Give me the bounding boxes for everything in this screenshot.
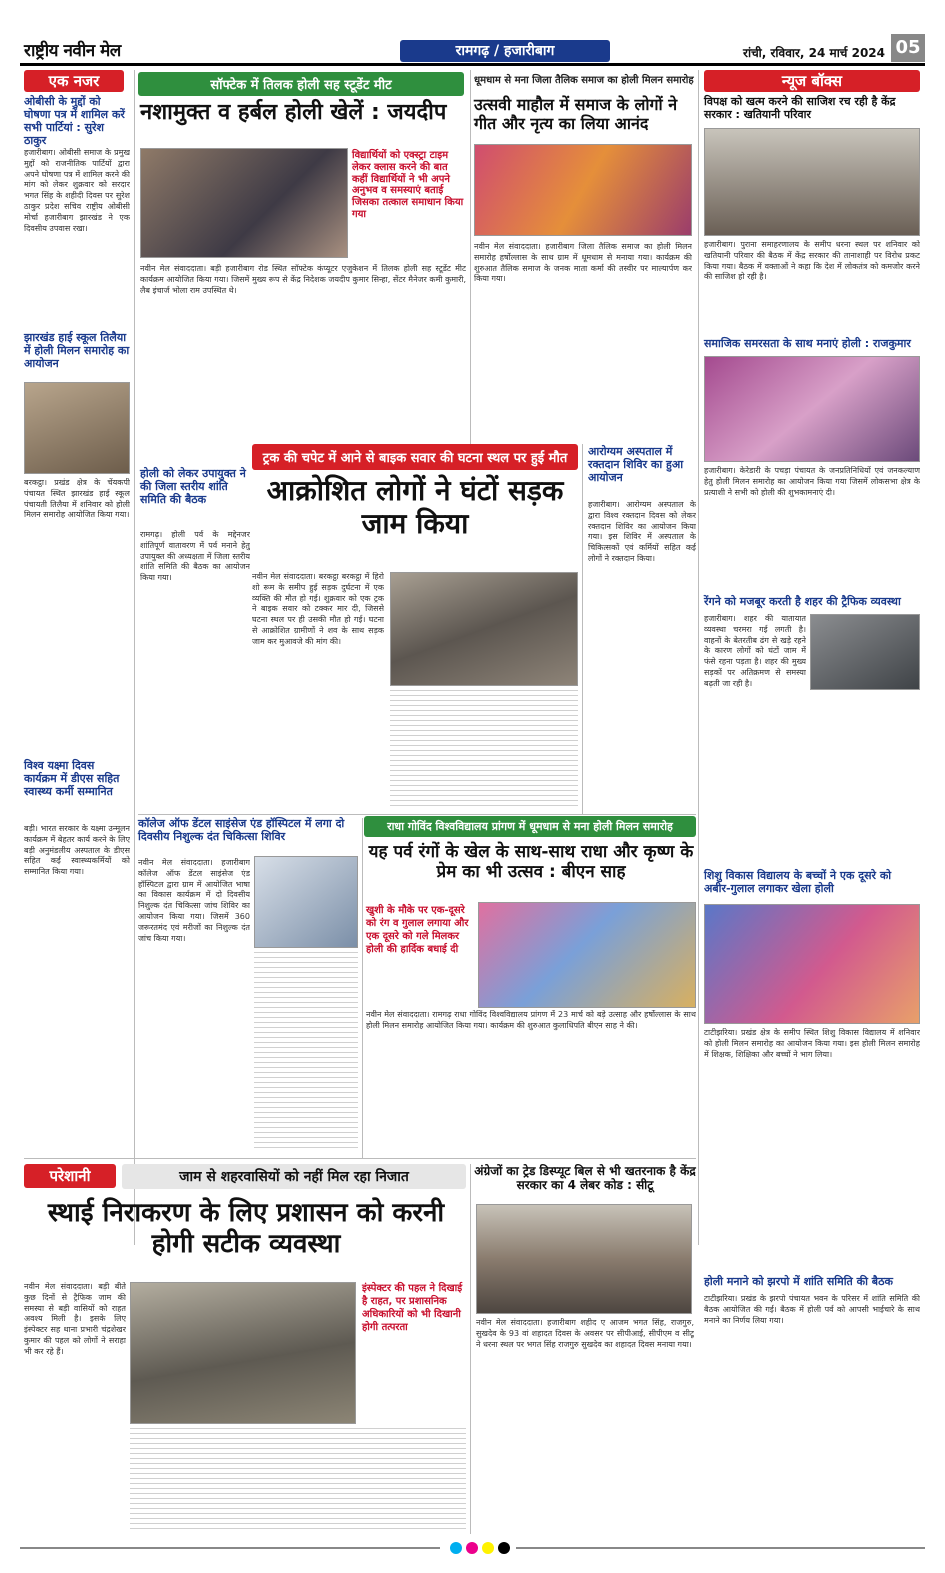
page-number: 05 bbox=[891, 34, 925, 62]
citu-protest-photo bbox=[476, 1204, 692, 1314]
softech-headline: नशामुक्त व हर्बल होली खेलें : जयदीप bbox=[140, 100, 447, 125]
road-block-headline: आक्रोशित लोगों ने घंटों सड़क जाम किया bbox=[266, 474, 564, 541]
radha-celebration-photo bbox=[478, 902, 696, 1008]
registration-mark bbox=[498, 1542, 510, 1554]
road-block-body-cont bbox=[390, 690, 578, 810]
ek-nazar-label: एक नजर bbox=[24, 70, 124, 92]
section-name: रामगढ़ / हजारीबाग bbox=[400, 40, 610, 62]
road-block-photo bbox=[390, 572, 578, 686]
radha-kicker: राधा गोविंद विश्वविद्यालय प्रांगण में धूमधाम से मना होली मिलन समारोह bbox=[364, 816, 696, 837]
pareshani-label: परेशानी bbox=[24, 1164, 116, 1188]
column-rule bbox=[470, 1164, 471, 1534]
softech-body: नवीन मेल संवाददाता। बड़ी हजारीबाग रोड स्थित सॉफ्टेक कंप्यूटर एजुकेशन में तिलक होली सह स्टूडेंट मीट कार्यक्रम आयोजित किया गया। जिसमें मुख्य रूप से केंद्र निदेशक जयदीप कुमार सिन्हा, सेंटर मैनेजर कमी कुमारी, लैब इंचार्ज भोला राम उपस्थित थे। bbox=[140, 264, 466, 295]
dental-headline: कॉलेज ऑफ डेंटल साइंसेज एंड हॉस्पिटल में लगा दो दिवसीय निशुल्क दंत चिकित्सा शिविर bbox=[138, 817, 345, 843]
newsbox-headline-jharpo: होली मनाने को झरपो में शांति समिति की बैठक bbox=[704, 1275, 893, 1288]
radha-body: नवीन मेल संवाददाता। रामगढ़ राधा गोविंद विश्वविद्यालय प्रांगण में 23 मार्च को बड़े उत्साह और हर्षोल्लास के साथ होली मिलन समारोह आयोजित किया गया। कार्यक्रम की शुरुआत कुलाधिपति बीएन साह ने की। bbox=[366, 1010, 696, 1030]
brief-body-jharkhand-school: बरकट्ठा। प्रखंड क्षेत्र के चेंयकपी पंचायत स्थित झारखंड हाई स्कूल पंचायती तिलैया में शनिवार को होली मिलन समारोह आयोजित किया गया। bbox=[24, 478, 130, 520]
column-rule bbox=[134, 70, 135, 1245]
road-block-body: नवीन मेल संवाददाता। बरकट्ठा बरकट्ठा में हिरो शो रूम के समीप हुई सड़क दुर्घटना में एक व्यक्ति की मौत हो गई। शुक्रवार को एक ट्रक ने बाइक सवार को टक्कर मार दी, जिससे घटना स्थल पर ही उसकी मौत हो गई। घटना से आक्रोशित ग्रामीणों ने शव के साथ सड़क जाम कर मुआवजे की मांग की। bbox=[252, 572, 384, 646]
jam-blurb: इंस्पेक्टर की पहल ने दिखाई है राहत, पर प्रशासनिक अधिकारियों को भी दिखानी होगी तत्परता bbox=[362, 1283, 463, 1333]
registration-mark bbox=[482, 1542, 494, 1554]
registration-mark bbox=[466, 1542, 478, 1554]
softech-kicker: सॉफ्टेक में तिलक होली सह स्टूडेंट मीट bbox=[138, 72, 464, 96]
registration-mark bbox=[450, 1542, 462, 1554]
jam-body: नवीन मेल संवाददाता। बड़ी बीते कुछ दिनों से ट्रैफिक जाम की समस्या से बड़ी वासियों को राहत अवश्य मिली है। इसके लिए इंस्पेक्टर सह थाना प्रभारी चंद्रशेखर कुमार की पहल को लोगों ने सराहा भी कर रहे हैं। bbox=[24, 1282, 126, 1356]
column-rule bbox=[362, 818, 363, 1158]
dateline: रांची, रविवार, 24 मार्च 2024 bbox=[743, 46, 885, 60]
traffic-jam-photo bbox=[130, 1282, 356, 1424]
footer-line bbox=[516, 1547, 925, 1549]
brief-body-obc: हजारीबाग। ओबीसी समाज के प्रमुख मुद्दों को राजनीतिक पार्टियों द्वारा अपने घोषणा पत्र में शामिल करने की मांग को लेकर शुक्रवार को सरदार भगत सिंह के शहीदी दिवस पर सुरेश ठाकुर प्रदेश सचिव राष्ट्रीय ओबीसी मोर्चा हजारीबाग झारखंड ने एक दिवसीय उपवास रखा। bbox=[24, 148, 130, 233]
section-rule bbox=[138, 814, 696, 815]
jam-body-cont bbox=[130, 1428, 466, 1532]
teli-kicker: धूमधाम से मना जिला तैलिक समाज का होली मिलन समारोह bbox=[474, 75, 694, 86]
jam-kicker: जाम से शहरवासियों को नहीं मिल रहा निजात bbox=[122, 1164, 466, 1189]
newsbox-headline-shishu-vikas: शिशु विकास विद्यालय के बच्चों ने एक दूसरे को अबीर-गुलाल लगाकर खेला होली bbox=[704, 869, 892, 895]
arogyam-body: हजारीबाग। आरोग्यम अस्पताल के द्वारा विश्व रक्तदान दिवस को लेकर रक्तदान शिविर का आयोजन किया गया। इस शिविर में अस्पताल के चिकित्सकों एवं कर्मियों सहित कई लोगों ने रक्तदान किया। bbox=[588, 500, 696, 563]
teli-body: नवीन मेल संवाददाता। हजारीबाग जिला तैलिक समाज का होली मिलन समारोह हर्षोल्लास के साथ ग्राम में धूमधाम से मनाया गया। कार्यक्रम की शुरुआत तैलिक समाज के जनक माता कर्मा की तस्वीर पर माल्यार्पण कर किया गया। bbox=[474, 242, 692, 284]
brief-headline-jharkhand-school: झारखंड हाई स्कूल तिलैया में होली मिलन समारोह का आयोजन bbox=[24, 331, 130, 370]
school-holi-photo bbox=[24, 382, 130, 474]
newsbox-body-traffic: हजारीबाग। शहर की यातायात व्यवस्था चरमरा गई लगती है। वाहनों के बेतरतीब ढंग से खड़े रहने के कारण लोगों को घंटों जाम में फंसे रहना पड़ता है। शहर की मुख्य सड़कों पर अतिक्रमण से समस्या बढ़ती जा रही है। bbox=[704, 614, 806, 688]
section-rule bbox=[24, 1158, 696, 1159]
newsbox-headline-rajkumar: समाजिक समरसता के साथ मनाएं होली : राजकुमार bbox=[704, 337, 911, 350]
masthead bbox=[20, 34, 925, 66]
traffic-photo bbox=[810, 614, 920, 690]
brief-headline-obc: ओबीसी के मुद्दों को घोषणा पत्र में शामिल करें सभी पार्टियां : सुरेश ठाकुर bbox=[24, 95, 125, 147]
column-rule bbox=[698, 70, 699, 1245]
column-rule bbox=[582, 444, 583, 814]
brief-headline-tb-day: विश्व यक्ष्मा दिवस कार्यक्रम में डीएस सहित स्वास्थ्य कर्मी सम्मानित bbox=[24, 759, 120, 798]
teli-headline: उत्सवी माहौल में समाज के लोगों ने गीत और नृत्य का लिया आनंद bbox=[474, 95, 678, 133]
shishu-vikas-photo bbox=[704, 904, 920, 1024]
brief-headline-peace-committee: होली को लेकर उपायुक्त ने की जिला स्तरीय शांति समिति की बैठक bbox=[140, 467, 246, 506]
footer-bar bbox=[20, 1542, 925, 1554]
arogyam-headline: आरोग्यम अस्पताल में रक्तदान शिविर का हुआ आयोजन bbox=[588, 445, 684, 484]
newsbox-body-khatiyani: हजारीबाग। पुराना समाहरणालय के समीप धरना स्थल पर शनिवार को खतियानी परिवार की बैठक में केंद्र सरकार की तानाशाही पर विरोध प्रकट किया गया। बैठक में वक्ताओं ने कहा कि देश में लोकतंत्र को कमजोर करने की साजिश हो रही है। bbox=[704, 240, 920, 282]
dental-body-cont bbox=[254, 952, 358, 1152]
dental-body: नवीन मेल संवाददाता। हजारीबाग कॉलेज ऑफ डेंटल साइंसेज एंड हॉस्पिटल द्वारा ग्राम में आयोजित भाषा का विकास कार्यक्रम में दो दिवसीय निशुल्क दंत चिकित्सा जांच शिविर का आयोजन किया गया। जिसमें 360 जरूरतमंद एवं मरीजों का निशुल्क दंत जांच किया गया। bbox=[138, 858, 250, 943]
trade-dispute-body: नवीन मेल संवाददाता। हजारीबाग शहीद ए आजम भगत सिंह, राजगुरु, सुखदेव के 93 वां शहादत दिवस के अवसर पर सीपीआई, सीपीएम व सीटू ने धरना स्थल पर भगत सिंह राजगुरु सुखदेव का शहादत दिवस मनाया गया। bbox=[476, 1318, 694, 1349]
radha-blurb: खुशी के मौके पर एक-दूसरे को रंग व गुलाल लगाया और एक दूसरे को गले मिलकर होली की हार्दिक बधाई दी bbox=[366, 905, 469, 955]
newsbox-headline-khatiyani: विपक्ष को खत्म करने की साजिश रच रही है केंद्र सरकार : खतियानी परिवार bbox=[704, 95, 896, 121]
softech-group-photo bbox=[140, 148, 348, 258]
newsbox-body-rajkumar: हजारीबाग। केरेडारी के पचड़ा पंचायत के जनप्रतिनिधियों एवं जनकल्याण हेतु होली मिलन समारोह का आयोजन किया गया जिसमें लोकसभा क्षेत्र के प्रत्याशी ने सभी को होली की शुभकामनाएं दी। bbox=[704, 466, 920, 497]
dental-camp-photo bbox=[254, 856, 358, 948]
newsbox-headline-traffic: रेंगने को मजबूर करती है शहर की ट्रैफिक व्यवस्था bbox=[704, 595, 901, 608]
teli-samaj-photo bbox=[474, 144, 692, 236]
paper-name: राष्ट्रीय नवीन मेल bbox=[24, 41, 121, 61]
rajkumar-holi-photo bbox=[704, 356, 920, 462]
newsbox-body-shishu-vikas: टाटीझरिया। प्रखंड क्षेत्र के समीप स्थित शिशु विकास विद्यालय में शनिवार को होली मिलन समारोह का आयोजन किया गया। इस होली मिलन समारोह में शिक्षक, शिक्षिका और बच्चों ने भाग लिया। bbox=[704, 1028, 920, 1059]
khatiyani-meeting-photo bbox=[704, 128, 920, 236]
news-box-label: न्यूज बॉक्स bbox=[704, 70, 920, 92]
jam-headline: स्थाई निराकरण के लिए प्रशासन को करनी होगी सटीक व्यवस्था bbox=[47, 1198, 445, 1259]
newsbox-body-jharpo: टाटीझरिया। प्रखंड के झरपो पंचायत भवन के परिसर में शांति समिति की बैठक आयोजित की गई। बैठक में होली पर्व को आपसी भाईचारे के साथ मनाने का निर्णय लिया गया। bbox=[704, 1294, 920, 1325]
radha-headline: यह पर्व रंगों के खेल के साथ-साथ राधा और कृष्ण के प्रेम का भी उत्सव : बीएन साह bbox=[368, 842, 694, 883]
column-rule bbox=[470, 70, 471, 445]
brief-body-tb-day: बड़ी। भारत सरकार के यक्ष्मा उन्मूलन कार्यक्रम में बेहतर कार्य करने के लिए बड़ी अनुमंडलीय अस्पताल के डीएस सहित कई स्वास्थ्यकर्मियों को सम्मानित किया गया। bbox=[24, 824, 130, 877]
footer-line bbox=[20, 1547, 440, 1549]
softech-pull-quote: विद्यार्थियों को एक्स्ट्रा टाइम लेकर क्लास करने की बात कहीं विद्यार्थियों ने भी अपने अनुभव व समस्याएं बताई जिसका तत्काल समाधान किया गया bbox=[352, 150, 464, 220]
road-block-kicker: ट्रक की चपेट में आने से बाइक सवार की घटना स्थल पर हुई मौत bbox=[252, 444, 578, 470]
trade-dispute-headline: अंग्रेजों का ट्रेड डिस्प्यूट बिल से भी खतरनाक है केंद्र सरकार का 4 लेबर कोड : सीटू bbox=[474, 1164, 696, 1193]
brief-body-peace-committee: रामगढ़। होली पर्व के मद्देनजर शांतिपूर्ण वातावरण में पर्व मनाने हेतु उपायुक्त की अध्यक्षता में जिला स्तरीय शांति समिति की बैठक का आयोजन किया गया। bbox=[140, 530, 250, 583]
